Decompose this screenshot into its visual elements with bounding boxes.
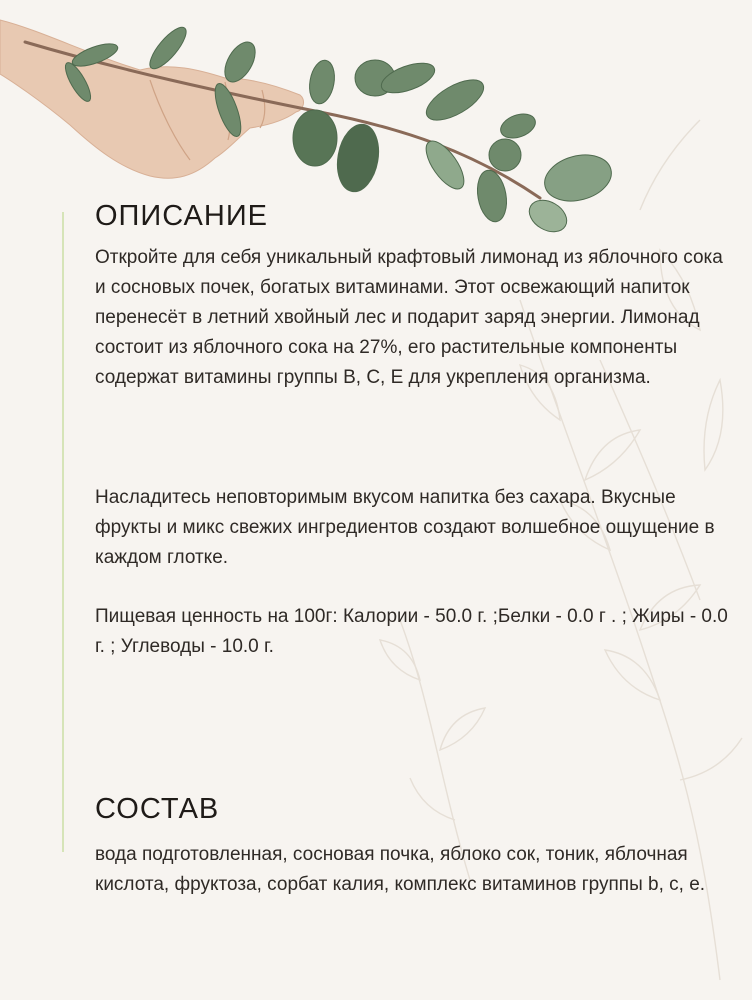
composition-text: вода подготовленная, сосновая почка, яблоко сок, тоник, яблочная кислота, фруктоза, сорбат калия, комплекс витаминов группы b, c, e. [95,844,706,895]
taste-paragraph: Насладитесь неповторимым вкусом напитка без сахара. Вкусные фрукты и микс свежих ингредиентов создают волшебное ощущение в каждом глотке. [95,487,715,568]
description-paragraph: Откройте для себя уникальный крафтовый лимонад из яблочного сока и сосновых почек, богатых витаминами. Этот освежающий напиток перенесёт в летний хвойный лес и подарит заряд энергии. Лимонад состоит из яблочного сока на 27%, его растительные компоненты содержат витамины группы B, C, E для укрепления организма. [95,247,723,388]
composition-heading: СОСТАВ [95,793,220,825]
nutrition-facts: Пищевая ценность на 100г: Калории - 50.0 г. ;Белки - 0.0 г . ; Жиры - 0.0 г. ; Углеводы - 10.0 г. [95,606,728,657]
description-heading: ОПИСАНИЕ [95,200,269,232]
accent-divider-line [62,212,64,852]
